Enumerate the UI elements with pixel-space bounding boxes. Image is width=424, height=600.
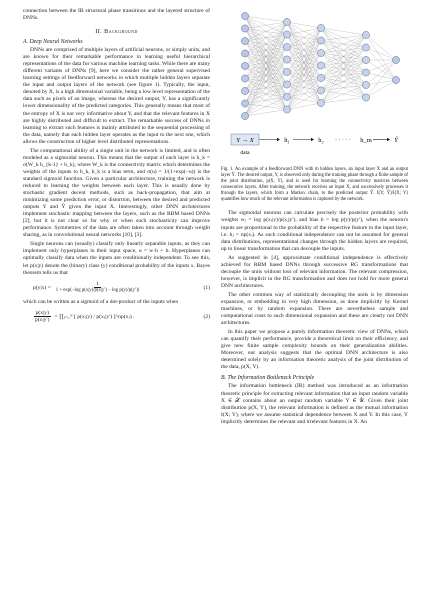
network-neuron xyxy=(283,93,290,100)
network-edge xyxy=(287,53,321,110)
network-neuron xyxy=(317,62,324,69)
paragraph-sigmoid-units: The computational ability of a single unit in the network is limited, and is often modeled as a sigmoidal neuron. This means that the output of each layer is h_k = σ(W_k h_{k-1} + b_k), where W_k is the connectivity matrix which determines the weights of the inputs to h_k, b_k is a bias term, and σ(u) = 1/(1+exp(−u)) is the standard sigmoid function. Given a particular architecture, training the network is reduced to learning the weights between each layer. This is usually done by stochastic gradient decent methods, such as back-propagation, that aim at minimizing some prediction error, or distortion, between the desired and predicted outputs Y and Ŷ given the input X. Interestingly, other DNN architectures implement stochastic mapping between the layers, such as the RBM based DNNs [2], but it is not clear so far why or when such stochasticity can improve performance. Symmetries of the data are often taken into account through weight sharing, as in convolutional neural networks [10], [3]. xyxy=(23,147,210,239)
ellipsis-dots: · · · · · xyxy=(335,137,351,143)
network-edge xyxy=(245,60,287,117)
network-neuron xyxy=(283,18,290,25)
arrowhead-icon xyxy=(311,138,314,141)
network-edge xyxy=(287,28,321,47)
network-edge xyxy=(287,22,321,28)
network-neuron xyxy=(317,87,324,94)
network-neuron xyxy=(283,43,290,50)
network-edge xyxy=(321,28,366,35)
network-edge xyxy=(287,91,321,110)
network-edge xyxy=(245,22,287,66)
network-neuron xyxy=(241,100,248,107)
equation-2-lhs-numerator: p(x|y) xyxy=(35,309,49,316)
network-edge xyxy=(366,35,396,80)
data-label: data xyxy=(240,150,250,156)
network-edge xyxy=(287,78,321,110)
network-edge xyxy=(245,35,287,117)
paragraph-sigmoid-posterior: The sigmoidal neurons can calculate precisely the posterior probability with weights wⱼ = log p(xⱼ|y)/p(xⱼ|y′), and bias b = log p(y)/p(y′), when the neuron's inputs are proportional to the probability of the respective feature in the input layer, i.e. hⱼ = np(xⱼ). As such conditional independence can not be assumed for general data distributions, representational changes through the hidden layers are required, up to linear transformation that can decouple the inputs. xyxy=(221,210,408,252)
layer-hm-label: h_m xyxy=(360,137,372,144)
network-neuron xyxy=(283,68,290,75)
network-neuron xyxy=(241,50,248,57)
network-edge xyxy=(245,85,287,117)
paragraph-proposal: In this paper we propose a purely information theoretic view of DNNs, which can quantify their performance, provide a theoretical limit on their efficiency, and give new finite sample complexity bounds on their generalization abilities. Moreover, our analysis suggests that the optimal DNN architecture is also determined solely by an information theoretic analysis of the joint distribution of the data, p(X, Y). xyxy=(221,329,408,371)
arrowhead-icon xyxy=(387,138,390,141)
layer-h2-label: h₂ xyxy=(318,137,324,144)
equation-2-lhs-denominator: p(x|y′) xyxy=(35,317,50,324)
paragraph-rg-transformations: As suggested in [4], approximate conditional independence is effectively achieved for RBM based DNNs through successive RG transformations that decouple the units without loss of relevant information. The relevant compression, however, is implicit in the RG transformation and does not hold for more general DNN architectures. xyxy=(221,254,408,289)
network-edge xyxy=(245,22,287,29)
paragraph-dot-product: which can be written as a sigmoid of a dot-product of the inputs when xyxy=(23,298,179,305)
network-edge xyxy=(366,35,396,60)
network-edge xyxy=(366,60,396,73)
intro-paragraph: connection between the IB structural phase transitions and the layered structure of DNNs. xyxy=(23,8,210,22)
figure-1-network-diagram xyxy=(221,8,408,163)
network-neuron xyxy=(317,49,324,56)
network-neuron xyxy=(362,69,369,76)
equation-1-fraction xyxy=(54,281,142,295)
paragraph-linear-separability: Single neurons can (usually) classify only linearly separable inputs, as they can implement only hyperplanes in their input space, u = w·h + b. Hyperplanes can optimally classify data when the inputs are conditionally independent. To see this, let p(x|y) denote the (binary) class (y) conditional probability of the inputs x. Bayes theorem tells us that xyxy=(23,241,210,276)
equation-1-lhs: p(y|x) = xyxy=(33,284,51,291)
caption-text: An example of a feedforward DNN with m hidden layers, an input layer X and an output layer Ŷ. The desired output, Y, is observed only during the training phase through a finite sample of the joint distribution, p(X, Y), and is used for learning the connectivity matrices between consecutive layers. After training, the network receives an input X, and successively processes it through the layers, which form a Markov chain, to the predicted output Ŷ. I(Y; Ŷ)/I(X; Y) quantifies how much of the relevant information is captured by the network. xyxy=(221,167,408,202)
network-neuron xyxy=(283,56,290,63)
network-edge xyxy=(245,16,287,22)
network-neuron xyxy=(362,94,369,101)
input-label: Y → X xyxy=(236,137,254,144)
network-nodes xyxy=(241,12,399,119)
subsection-heading-ib: B. The Information Bottleneck Principle xyxy=(221,375,315,382)
equation-2 xyxy=(23,310,210,324)
caption-label: Fig. 1. xyxy=(221,167,234,172)
network-neuron xyxy=(241,62,248,69)
network-edge xyxy=(245,22,287,104)
network-neuron xyxy=(362,56,369,63)
output-label: Ŷ xyxy=(394,137,398,144)
network-edge xyxy=(287,66,321,110)
network-edge xyxy=(245,72,287,116)
network-neuron xyxy=(241,37,248,44)
network-neuron xyxy=(317,74,324,81)
left-column xyxy=(23,8,210,328)
network-edge xyxy=(245,22,287,41)
network-edge xyxy=(245,22,287,116)
network-edge xyxy=(287,28,321,85)
network-edge xyxy=(245,22,287,91)
network-edge xyxy=(366,60,396,80)
figure-1-caption xyxy=(221,167,408,202)
network-neuron xyxy=(317,99,324,106)
network-neuron xyxy=(362,31,369,38)
network-edge xyxy=(245,97,287,116)
network-edge xyxy=(287,28,321,110)
network-neuron xyxy=(241,12,248,19)
network-edge xyxy=(245,47,287,116)
network-edge xyxy=(287,103,321,110)
network-edge xyxy=(287,41,321,110)
network-neuron xyxy=(283,106,290,113)
network-neuron xyxy=(283,81,290,88)
network-neuron xyxy=(241,75,248,82)
network-neuron xyxy=(392,76,399,83)
network-edge xyxy=(287,28,321,72)
arrowhead-icon xyxy=(277,138,280,141)
network-neuron xyxy=(362,81,369,88)
network-edge xyxy=(287,28,321,35)
equation-1-number: (1) xyxy=(203,284,210,291)
equation-2-lhs-fraction xyxy=(33,310,51,324)
network-edge xyxy=(245,110,287,117)
network-neuron xyxy=(392,56,399,63)
right-column xyxy=(221,8,408,428)
layer-h1-label: h₁ xyxy=(284,137,290,144)
network-neuron xyxy=(362,44,369,51)
paragraph-dimension-expansion: The other common way of statistically decoupling the units is by dimension expansion, or embedding in very high dimension, as done implicitly by Kernel machines, or by random expansion. There are nevertheless sample and computational costs to such dimensional expansion and these are clearly not DNN architectures. xyxy=(221,291,408,327)
equation-2-rhs: = ∏ⱼ₌₁ᴺ [ p(xⱼ|y) / p(xⱼ|y′) ]^np(xⱼ) . xyxy=(54,313,135,320)
section-heading-background: II. Background xyxy=(95,28,138,36)
network-edge xyxy=(287,28,321,97)
equation-1-denominator: 1 + exp(−log p(x|y)/p(x|y′) − log p(y)/p(y′)) xyxy=(55,288,140,294)
network-neuron xyxy=(241,87,248,94)
network-neuron xyxy=(317,37,324,44)
network-diagram-svg xyxy=(221,8,408,163)
equation-1-numerator: 1 xyxy=(96,280,99,287)
equation-2-number: (2) xyxy=(203,313,210,320)
network-neuron xyxy=(283,31,290,38)
paragraph-dnn-intro: DNNs are comprised of multiple layers of artificial neurons, or simply units, and are known for their remarkable performance in learning useful hierarchical representations of the data for various machine learning tasks. While there are many different variants of DNNs [9], here we consider the rather general supervised learning settings of feedforward networks in which multiple hidden layers separate the input and output layers of the network (see figure 1). Typically, the input, denoted by X, is a high dimensional variable, being a low level representation of the data such as pixels of an image, whereas the desired output, Y, has a significantly lower dimensionality of the predicted categories. This generally means that most of the entropy of X is not very informative about Y, and that the relevant features in X are highly distributed and difficult to extract. The remarkable success of DNNs in learning to extract such features is mainly attributed to the sequential processing of the data, namely that each hidden layer operates as the input to the next one, which allows the construction of higher level distributed representations. xyxy=(23,47,210,145)
network-edge xyxy=(245,22,287,54)
network-neuron xyxy=(241,112,248,119)
subsection-heading-dnn: A. Deep Neural Networks xyxy=(23,39,83,46)
paragraph-ib-principle: The information bottleneck (IB) method was introduced as an information theoretic principle for extracting relevant information that an input random variable X ∈ 𝒳 contains about an output random variable Y ∈ 𝒴. Given their joint distribution p(X, Y), the relevant information is defined as the mutual information I(X; Y), where we assume statistical dependence between X and Y. In this case, Y implicitly determines the relevant and irrelevant features in X. An xyxy=(221,383,408,425)
network-edge xyxy=(245,22,287,79)
network-neuron xyxy=(317,24,324,31)
network-neuron xyxy=(241,25,248,32)
equation-1 xyxy=(23,281,210,295)
network-edge xyxy=(287,28,321,60)
network-edge xyxy=(366,48,396,61)
